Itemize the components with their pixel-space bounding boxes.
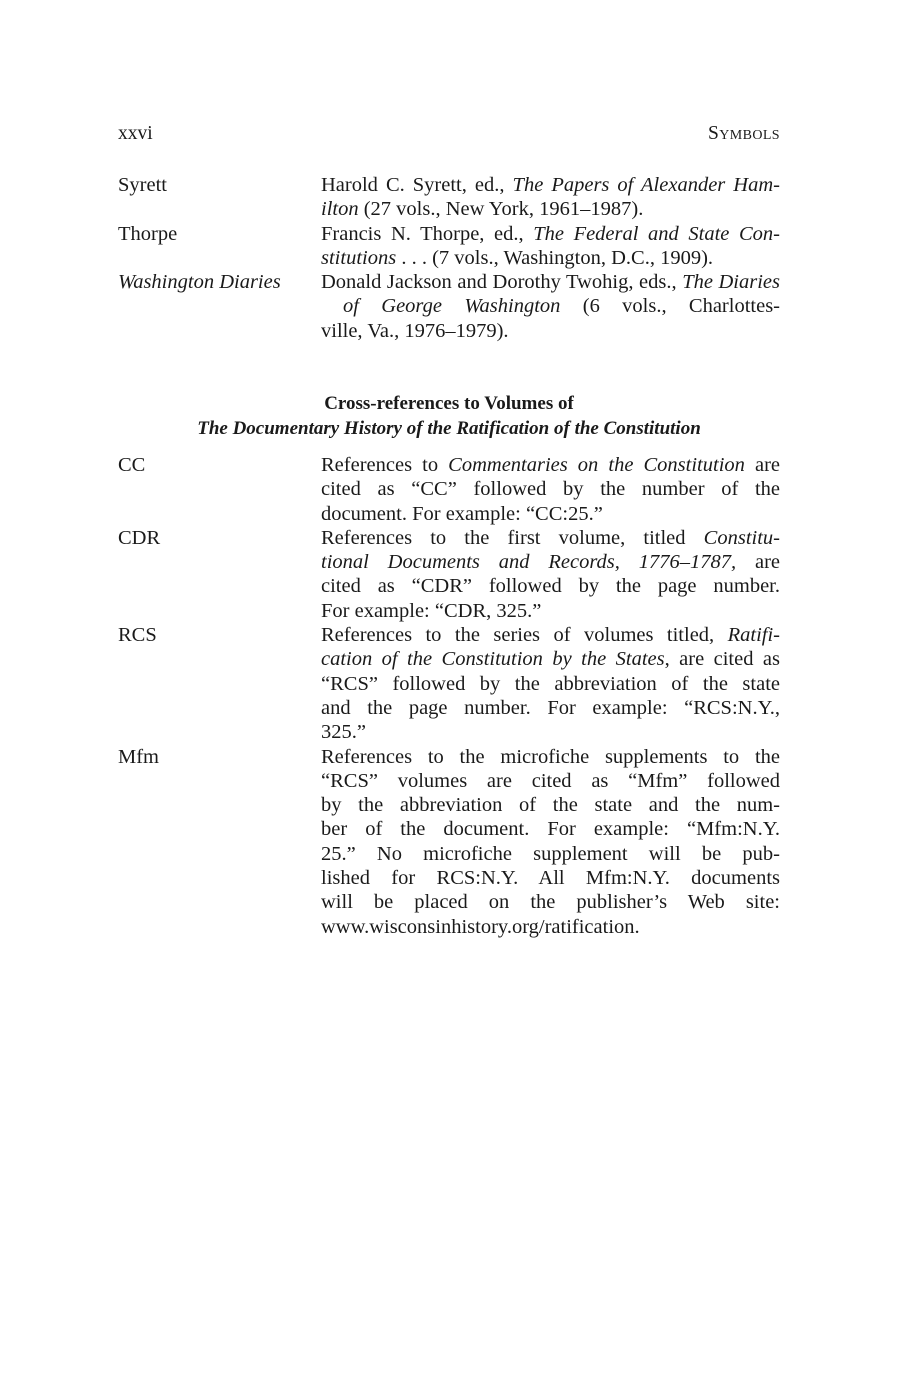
- desc-text: Francis N. Thorpe, ed.,: [321, 222, 534, 245]
- desc-text: References to: [321, 454, 449, 476]
- cross-reference-entry: [118, 453, 780, 526]
- desc-text-cont: document. For example: “CC:25.”: [321, 502, 603, 525]
- desc-text-cont: cited as “CDR” followed by the page number.: [321, 575, 780, 598]
- desc-text: References to the series of volumes titled,: [321, 624, 728, 647]
- symbol-entry: [118, 173, 780, 222]
- desc-text-cont: www.wisconsinhistory.org/ratification.: [321, 915, 640, 938]
- cross-reference-list: [118, 453, 780, 939]
- desc-text-cont: will be placed on the publisher’s Web site:: [321, 891, 780, 914]
- desc-title: Constitu-: [703, 526, 780, 549]
- desc-text-cont: by the abbreviation of the state and the num-: [321, 794, 780, 817]
- desc-text: , are cited as: [664, 648, 780, 671]
- desc-title: The Papers of Alexander Ham-: [512, 174, 780, 196]
- symbol-description: [321, 270, 780, 343]
- desc-text: Harold C. Syrett, ed.,: [321, 174, 513, 196]
- desc-text: (6 vols., Charlottes-: [560, 295, 780, 318]
- heading-line-1: Cross-references to Volumes of: [324, 393, 574, 414]
- symbol-term: Thorpe: [118, 222, 178, 245]
- desc-text-cont: For example: “CDR, 325.”: [321, 599, 542, 622]
- cross-reference-term: CDR: [118, 526, 161, 549]
- cross-reference-heading: [118, 392, 780, 441]
- cross-reference-description: [321, 526, 780, 623]
- symbol-entry: [118, 222, 780, 271]
- cross-reference-term: RCS: [118, 624, 157, 647]
- symbol-term: Washington Diaries: [118, 271, 281, 294]
- desc-text-cont: lished for RCS:N.Y. All Mfm:N.Y. documents: [321, 867, 780, 890]
- cross-reference-description: [321, 745, 780, 939]
- page-number: xxvi: [118, 123, 153, 144]
- symbol-description: [321, 222, 780, 271]
- cross-reference-term: CC: [118, 454, 146, 476]
- symbol-term: Syrett: [118, 174, 167, 196]
- running-head-title: Symbols: [708, 123, 780, 144]
- cross-reference-description: [321, 623, 780, 744]
- cross-reference-term: Mfm: [118, 745, 159, 768]
- symbol-entry: [118, 270, 780, 343]
- desc-text-cont: cited as “CC” followed by the number of the: [321, 478, 780, 501]
- desc-title: Ratifi-: [727, 624, 780, 647]
- desc-text: . . . (7 vols., Washington, D.C., 1909).: [396, 246, 714, 269]
- desc-text-cont: 25.” No microfiche supplement will be pub-: [321, 842, 780, 865]
- desc-title-cont: ilton: [321, 198, 359, 221]
- desc-text-cont: ber of the document. For example: “Mfm:N.Y.: [321, 818, 780, 841]
- desc-title-cont: cation of the Constitution by the States: [321, 648, 665, 671]
- desc-title: The Federal and State Con-: [533, 222, 780, 245]
- desc-text: References to the microfiche supplements to the: [321, 745, 780, 768]
- desc-title: Commentaries on the Constitution: [448, 454, 745, 476]
- cross-reference-entry: [118, 745, 780, 939]
- desc-text: Donald Jackson and Dorothy Twohig, eds.,: [321, 271, 683, 294]
- desc-text-cont: “RCS” followed by the abbreviation of the state: [321, 672, 780, 695]
- desc-text: are: [744, 454, 780, 476]
- cross-reference-entry: [118, 623, 780, 744]
- desc-text-cont: ville, Va., 1976–1979).: [321, 319, 509, 342]
- desc-text: References to the first volume, titled: [321, 526, 704, 549]
- desc-text-cont: and the page number. For example: “RCS:N.Y.,: [321, 696, 780, 719]
- symbol-description: [321, 173, 780, 222]
- desc-title-cont: tional Documents and Records, 1776–1787,: [321, 551, 737, 574]
- desc-title-cont: stitutions: [321, 246, 397, 269]
- desc-text: are: [736, 551, 780, 574]
- desc-text-cont: 325.”: [321, 721, 366, 744]
- desc-text: (27 vols., New York, 1961–1987).: [358, 198, 644, 221]
- symbols-list: [118, 173, 780, 343]
- cross-reference-entry: [118, 526, 780, 623]
- desc-title: The Diaries of George Washington: [343, 271, 780, 318]
- heading-line-2: The Documentary History of the Ratification of the Constitution: [197, 417, 701, 439]
- desc-text-cont: “RCS” volumes are cited as “Mfm” followed: [321, 769, 780, 792]
- cross-reference-description: [321, 453, 780, 526]
